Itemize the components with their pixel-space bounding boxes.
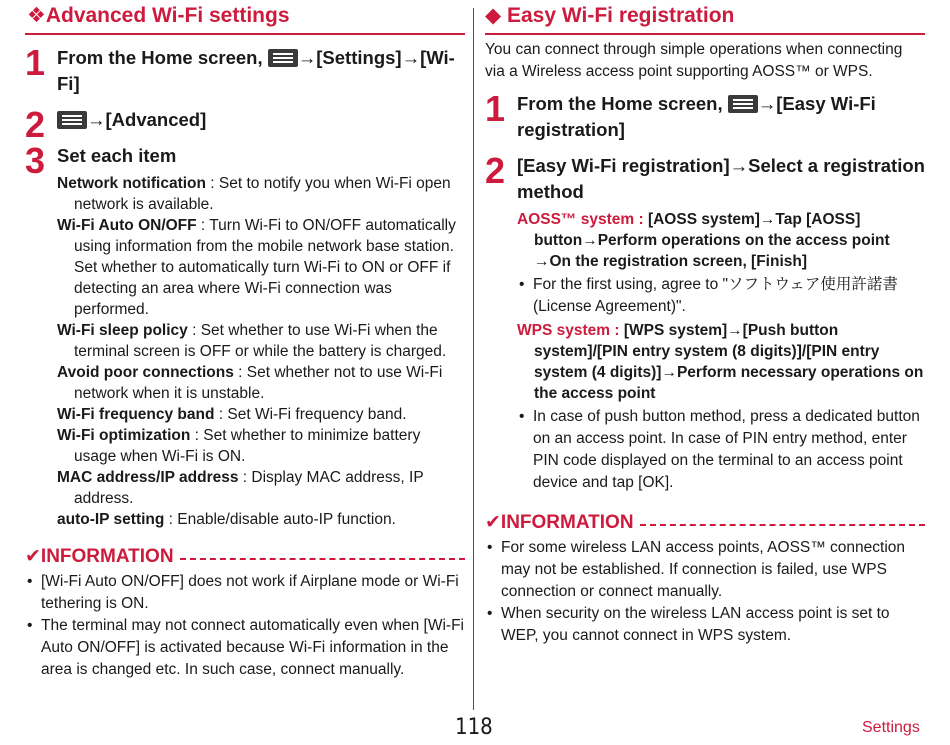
step-1: [485, 88, 925, 143]
list-item: Network notification : Set to notify you when Wi-Fi open network is available.: [57, 175, 451, 213]
list-item: • When security on the wireless LAN access point is set to WEP, you cannot connect in WPS system.: [487, 605, 890, 644]
step-text: →[Advanced]: [57, 107, 465, 133]
list-item: • For the first using, agree to "ソフトウェア使用許諾書 (License Agreement)".: [519, 276, 898, 315]
list-item: Wi-Fi frequency band : Set Wi-Fi frequency band.: [57, 406, 407, 423]
information-list: [25, 571, 465, 681]
section-title: ❖Advanced Wi-Fi settings: [27, 4, 290, 27]
step-number: 1: [25, 42, 46, 83]
information-heading: [25, 546, 465, 568]
checkmark-icon: ✔: [25, 546, 41, 567]
aoss-method: [517, 209, 925, 318]
list-item: Wi-Fi sleep policy : Set whether to use Wi-Fi when the terminal screen is OFF or while the battery is charged.: [57, 322, 447, 360]
page-number: 118: [455, 715, 493, 740]
menu-icon: [268, 49, 298, 67]
menu-icon: [728, 95, 758, 113]
section-intro: You can connect through simple operations when connecting via a Wireless access point supporting AOSS™ or WPS.: [485, 41, 903, 80]
list-item: Avoid poor connections : Set whether not to use Wi-Fi network when it is unstable.: [57, 364, 443, 402]
step-number: 2: [485, 150, 506, 191]
section-rule: [485, 33, 925, 35]
method-label: AOSS™ system :: [517, 211, 648, 228]
section-rule: [25, 33, 465, 35]
list-item: • The terminal may not connect automatically even when [Wi-Fi Auto ON/OFF] is activated because Wi-Fi information in the area is changed etc. In such case, connect manually.: [27, 617, 464, 678]
step-number: 2: [25, 104, 46, 145]
column-divider: [473, 8, 474, 710]
method-item: WPS system : [WPS system]→[Push button system]/[PIN entry system (8 digits)]/[PIN entry system (4 digits)]→Perform necessary operations on the access point: [517, 322, 924, 402]
step-1: [25, 42, 465, 97]
list-item: auto-IP setting : Enable/disable auto-IP function.: [57, 511, 396, 528]
dashed-rule: [640, 524, 925, 526]
list-item: Wi-Fi Auto ON/OFF : Turn Wi-Fi to ON/OFF automatically using information from the mobile network base station. Set whether to automatically turn Wi-Fi to ON or OFF if detecting an area where Wi-Fi connection was performed.: [57, 217, 456, 318]
information-title: INFORMATION: [40, 546, 174, 567]
information-list: [485, 537, 925, 647]
method-label: WPS system :: [517, 322, 624, 339]
checkmark-icon: ✔: [485, 512, 501, 533]
list-item: • [Wi-Fi Auto ON/OFF] does not work if Airplane mode or Wi-Fi tethering is ON.: [27, 573, 459, 612]
advanced-wifi-section: [25, 0, 465, 681]
step-number: 3: [25, 140, 46, 181]
step-text: From the Home screen, →[Easy Wi-Fi registration]: [517, 93, 876, 140]
step-text: Set each item: [57, 145, 177, 166]
list-item: • For some wireless LAN access points, AOSS™ connection may not be established. If connection is failed, use WPS connection or connect manually.: [487, 539, 906, 600]
easy-wifi-section: [485, 0, 925, 647]
section-title: ◆ Easy Wi-Fi registration: [485, 4, 735, 27]
dashed-rule: [180, 558, 465, 560]
step-text: From the Home screen, →[Settings]→[Wi-Fi]: [57, 47, 455, 94]
step-2: [25, 104, 465, 145]
settings-list: [57, 173, 465, 530]
footer-section-label: Settings: [862, 719, 920, 736]
method-item: AOSS™ system : [AOSS system]→Tap [AOSS] button→Perform operations on the access point →On the registration screen, [Finish]: [517, 211, 890, 270]
step-number: 1: [485, 88, 506, 129]
step-3: [25, 140, 465, 530]
step-2: [485, 150, 925, 494]
list-item: Wi-Fi optimization : Set whether to minimize battery usage when Wi-Fi is ON.: [57, 427, 421, 465]
list-item: MAC address/IP address : Display MAC address, IP address.: [57, 469, 424, 507]
information-heading: [485, 512, 925, 534]
list-item: • In case of push button method, press a dedicated button on an access point. In case of PIN entry method, enter PIN code displayed on the terminal to an access point device and tap [OK].: [519, 408, 920, 491]
step-text: [Easy Wi-Fi registration]→Select a registration method: [517, 155, 925, 202]
wps-method: [517, 320, 925, 494]
information-title: INFORMATION: [500, 512, 634, 533]
menu-icon: [57, 111, 87, 129]
